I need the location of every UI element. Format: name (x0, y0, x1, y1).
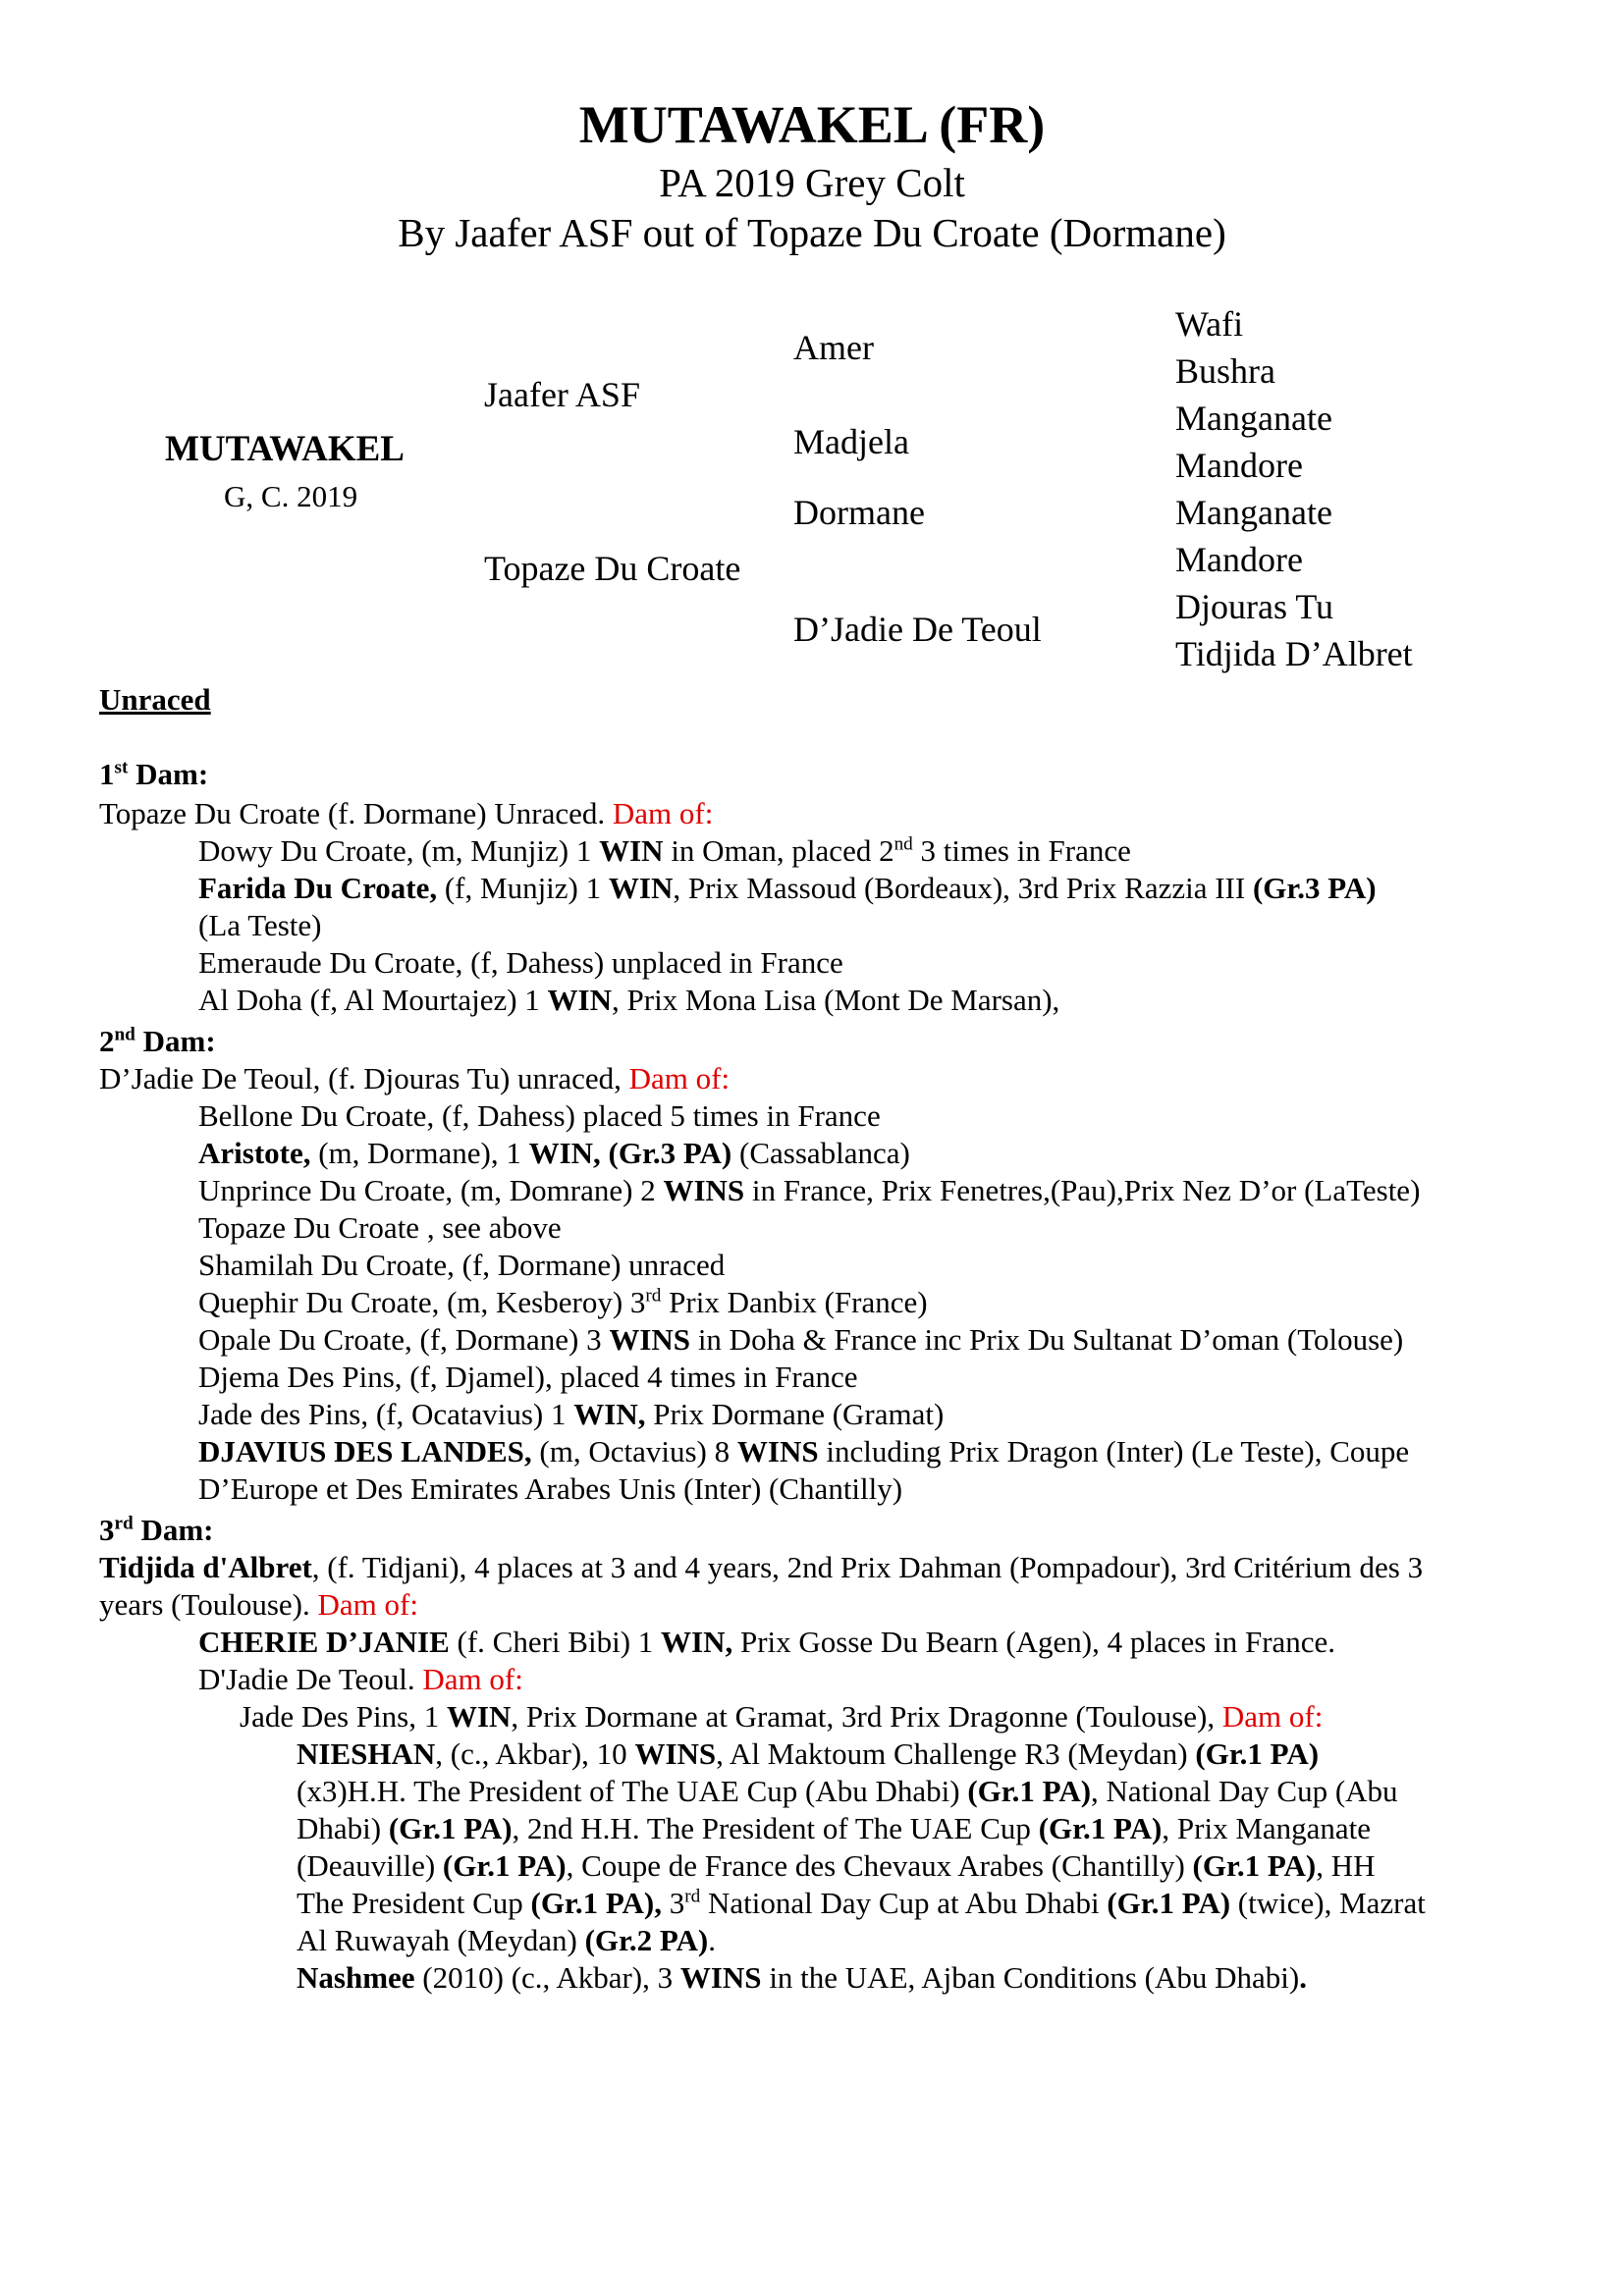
race-status: Unraced (99, 682, 211, 717)
dam2-produce-1: Bellone Du Croate, (f, Dahess) placed 5 times in France (198, 1098, 881, 1133)
dam2-heading: 2nd Dam: (99, 1024, 216, 1058)
dam3-produce-2: D'Jadie De Teoul. Dam of: (198, 1662, 523, 1696)
dam2-produce-7: Opale Du Croate, (f, Dormane) 3 WINS in Doha & France inc Prix Du Sultanat D’oman (Tolouse) (198, 1322, 1404, 1357)
dam3-ggrand-produce-1-cont1: (x3)H.H. The President of The UAE Cup (Abu Dhabi) (Gr.1 PA), National Day Cup (Abu (297, 1774, 1398, 1808)
pedigree-ggp-3: Manganate (1175, 399, 1332, 438)
pedigree-ggp-7: Djouras Tu (1175, 587, 1334, 626)
dam3-heading: 3rd Dam: (99, 1513, 214, 1547)
dam2-produce-9: Jade des Pins, (f, Ocatavius) 1 WIN, Prix Dormane (Gramat) (198, 1397, 945, 1431)
dam3-ggrand-produce-1-cont4: The President Cup (Gr.1 PA), 3rd National Day Cup at Abu Dhabi (Gr.1 PA) (twice), Mazrat (297, 1886, 1426, 1920)
pedigree-granddam-maternal: D’Jadie De Teoul (793, 610, 1042, 649)
pedigree-horse-desc: G, C. 2019 (224, 479, 358, 513)
pedigree-grandsire-paternal: Amer (793, 328, 874, 367)
dam1-heading: 1st Dam: (99, 757, 209, 791)
dam2-produce-3: Unprince Du Croate, (m, Domrane) 2 WINS in France, Prix Fenetres,(Pau),Prix Nez D’or (LaTeste) (198, 1173, 1421, 1207)
dam2-produce-2: Aristote, (m, Dormane), 1 WIN, (Gr.3 PA) (Cassablanca) (198, 1136, 910, 1170)
pedigree-ggp-1: Wafi (1175, 304, 1244, 344)
pedigree-ggp-6: Mandore (1175, 540, 1303, 579)
page-subtitle: PA 2019 Grey Colt (659, 160, 965, 205)
dam1-intro: Topaze Du Croate (f. Dormane) Unraced. Dam of: (99, 796, 714, 830)
dam1-produce-1: Dowy Du Croate, (m, Munjiz) 1 WIN in Oman, placed 2nd 3 times in France (198, 833, 1131, 868)
breeding-line: By Jaafer ASF out of Topaze Du Croate (Dormane) (398, 210, 1226, 255)
page-title: MUTAWAKEL (FR) (578, 95, 1046, 154)
dam3-ggrand-produce-1-cont5: Al Ruwayah (Meydan) (Gr.2 PA). (297, 1923, 717, 1957)
pedigree-grandsire-maternal: Dormane (793, 493, 925, 532)
dam3-produce-1: CHERIE D’JANIE (f. Cheri Bibi) 1 WIN, Prix Gosse Du Bearn (Agen), 4 places in France. (198, 1625, 1336, 1659)
dam3-intro: Tidjida d'Albret, (f. Tidjani), 4 places at 3 and 4 years, 2nd Prix Dahman (Pompadour), 3rd Critérium des 3 (99, 1550, 1424, 1584)
pedigree-horse-name: MUTAWAKEL (165, 429, 405, 469)
dam3-ggrand-produce-2: Nashmee (2010) (c., Akbar), 3 WINS in the UAE, Ajban Conditions (Abu Dhabi). (297, 1960, 1307, 1995)
dam1-produce-2-cont: (La Teste) (198, 908, 322, 942)
dam3-ggrand-produce-1-cont3: (Deauville) (Gr.1 PA), Coupe de France des Chevaux Arabes (Chantilly) (Gr.1 PA), HH (297, 1848, 1376, 1883)
dam3-grand-produce-1: Jade Des Pins, 1 WIN, Prix Dormane at Gramat, 3rd Prix Dragonne (Toulouse), Dam of: (240, 1699, 1324, 1734)
dam3-ggrand-produce-1: NIESHAN, (c., Akbar), 10 WINS, Al Maktoum Challenge R3 (Meydan) (Gr.1 PA) (297, 1736, 1320, 1771)
dam2-produce-4: Topaze Du Croate , see above (198, 1210, 562, 1245)
dam2-produce-5: Shamilah Du Croate, (f, Dormane) unraced (198, 1248, 726, 1282)
dam3-intro-cont: years (Toulouse). Dam of: (99, 1587, 418, 1622)
dam2-produce-10: DJAVIUS DES LANDES, (m, Octavius) 8 WINS including Prix Dragon (Inter) (Le Teste), Coupe (198, 1434, 1410, 1468)
dam2-produce-6: Quephir Du Croate, (m, Kesberoy) 3rd Prix Danbix (France) (198, 1285, 928, 1319)
dam3-ggrand-produce-1-cont2: Dhabi) (Gr.1 PA), 2nd H.H. The President of The UAE Cup (Gr.1 PA), Prix Manganate (297, 1811, 1372, 1845)
pedigree-ggp-8: Tidjida D’Albret (1175, 634, 1413, 673)
dam2-intro: D’Jadie De Teoul, (f. Djouras Tu) unraced, Dam of: (99, 1061, 731, 1095)
dam1-produce-4: Al Doha (f, Al Mourtajez) 1 WIN, Prix Mona Lisa (Mont De Marsan), (198, 983, 1060, 1017)
pedigree-dam: Topaze Du Croate (484, 549, 741, 588)
dam1-produce-2: Farida Du Croate, (f, Munjiz) 1 WIN, Prix Massoud (Bordeaux), 3rd Prix Razzia III (Gr.3 PA) (198, 871, 1377, 905)
pedigree-sire: Jaafer ASF (484, 375, 640, 414)
pedigree-ggp-2: Bushra (1175, 351, 1275, 391)
dam2-produce-10-cont: D’Europe et Des Emirates Arabes Unis (Inter) (Chantilly) (198, 1471, 903, 1506)
pedigree-granddam-paternal: Madjela (793, 422, 909, 461)
dam2-produce-8: Djema Des Pins, (f, Djamel), placed 4 times in France (198, 1360, 858, 1394)
pedigree-ggp-5: Manganate (1175, 493, 1332, 532)
pedigree-ggp-4: Mandore (1175, 446, 1303, 485)
dam1-produce-3: Emeraude Du Croate, (f, Dahess) unplaced in France (198, 945, 843, 980)
